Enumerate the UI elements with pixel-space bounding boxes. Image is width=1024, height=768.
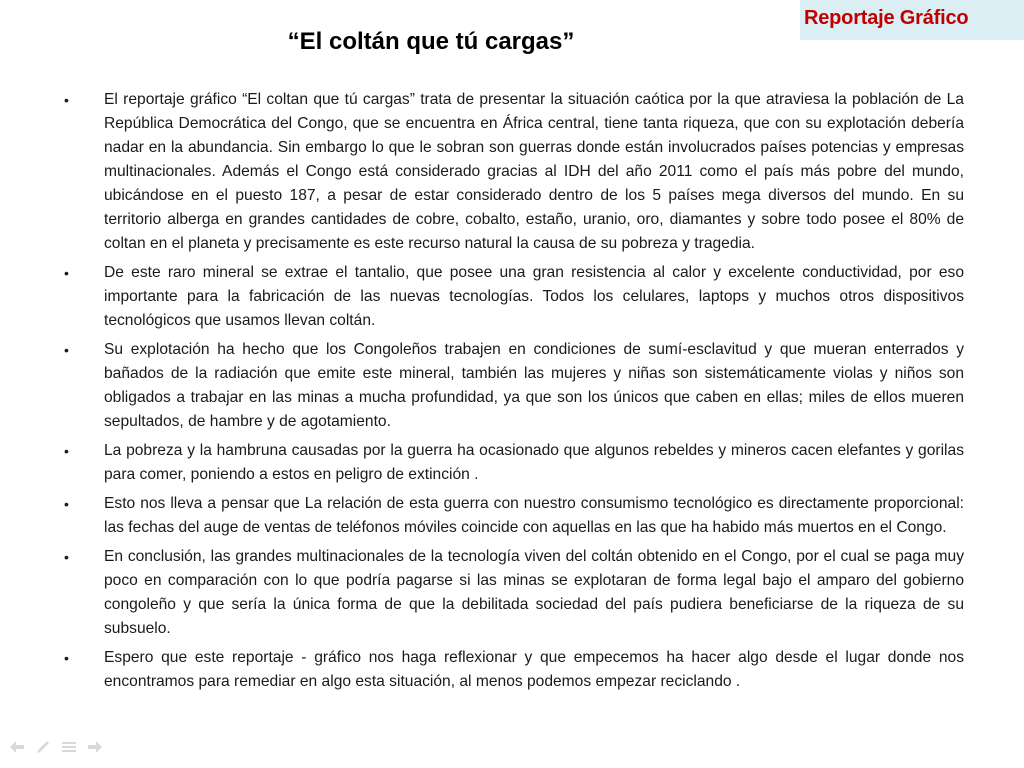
bullet-icon: • xyxy=(64,443,69,459)
bullet-icon: • xyxy=(64,265,69,281)
bullet-icon: • xyxy=(64,496,69,512)
list-item-text: El reportaje gráfico “El coltan que tú cargas” trata de presentar la situación caótica por la que atraviesa la población de La República Democrática del Congo, que se encuentra en África central, tiene tanta riqueza, que con su explotación debería nadar en la abundancia. Sin embargo lo que le sobran son guerras donde están involucrados países potencias y empresas multinacionales. Además el Congo está considerado gracias al IDH del año 2011 como el país más pobre del mundo, ubicándose en el puesto 187, a pesar de estar considerado dentro de los 5 países mega diversos del mundo. En su territorio alberga en grandes cantidades de cobre, cobalto, estaño, uranio, oro, diamantes y sobre todo posee el 80% de coltan en el planeta y precisamente es este recurso natural la causa de su pobreza y tragedia. xyxy=(104,91,964,252)
list-item xyxy=(60,439,964,487)
list-item-text: En conclusión, las grandes multinacionales de la tecnología viven del coltán obtenido en el Congo, por el cual se paga muy poco en comparación con lo que podría pagarse si las minas se explotaran de forma legal bajo el amparo del gobierno congoleño y que sería la única forma de que la debilitada sociedad del país pudiera beneficiarse de la riqueza de su subsuelo. xyxy=(104,548,964,637)
bullet-icon: • xyxy=(64,342,69,358)
list-item-text: La pobreza y la hambruna causadas por la guerra ha ocasionado que algunos rebeldes y mineros cacen elefantes y gorilas para comer, poniendo a estos en peligro de extinción . xyxy=(104,442,964,483)
menu-icon[interactable] xyxy=(60,739,78,755)
arrow-left-icon[interactable] xyxy=(8,739,26,755)
badge-label: Reportaje Gráfico xyxy=(804,7,969,29)
bullet-icon: • xyxy=(64,92,69,108)
bullet-icon: • xyxy=(64,549,69,565)
pen-icon[interactable] xyxy=(34,739,52,755)
slide-title: “El coltán que tú cargas” xyxy=(287,28,575,55)
list-item-text: Su explotación ha hecho que los Congoleños trabajen en condiciones de sumí-esclavitud y que mueran enterrados y bañados de la radiación que emite este mineral, también las mujeres y niñas son sistemáticamente violas y niños son obligados a trabajar en las minas a mucha profundidad, ya que son los únicos que caben en ellas; miles de ellos mueren sepultados, de hambre y de agotamiento. xyxy=(104,341,964,430)
bullet-list xyxy=(60,88,964,699)
bullet-icon: • xyxy=(64,650,69,666)
list-item xyxy=(60,338,964,434)
list-item xyxy=(60,261,964,333)
slideshow-controls xyxy=(8,739,104,755)
list-item-text: De este raro mineral se extrae el tantalio, que posee una gran resistencia al calor y excelente conductividad, por eso importante para la fabricación de las nuevas tecnologías. Todos los celulares, laptops y muchos otros dispositivos tecnológicos que usamos llevan coltán. xyxy=(104,264,964,329)
list-item xyxy=(60,545,964,641)
list-item xyxy=(60,646,964,694)
list-item-text: Esto nos lleva a pensar que La relación de esta guerra con nuestro consumismo tecnológico es directamente proporcional: las fechas del auge de ventas de teléfonos móviles coincide con aquellas en las que ha habido más muertos en el Congo. xyxy=(104,495,964,536)
arrow-right-icon[interactable] xyxy=(86,739,104,755)
list-item xyxy=(60,492,964,540)
list-item xyxy=(60,88,964,256)
list-item-text: Espero que este reportaje - gráfico nos haga reflexionar y que empecemos ha hacer algo desde el lugar donde nos encontramos para remediar en algo esta situación, al menos podemos empezar reciclando . xyxy=(104,649,964,690)
